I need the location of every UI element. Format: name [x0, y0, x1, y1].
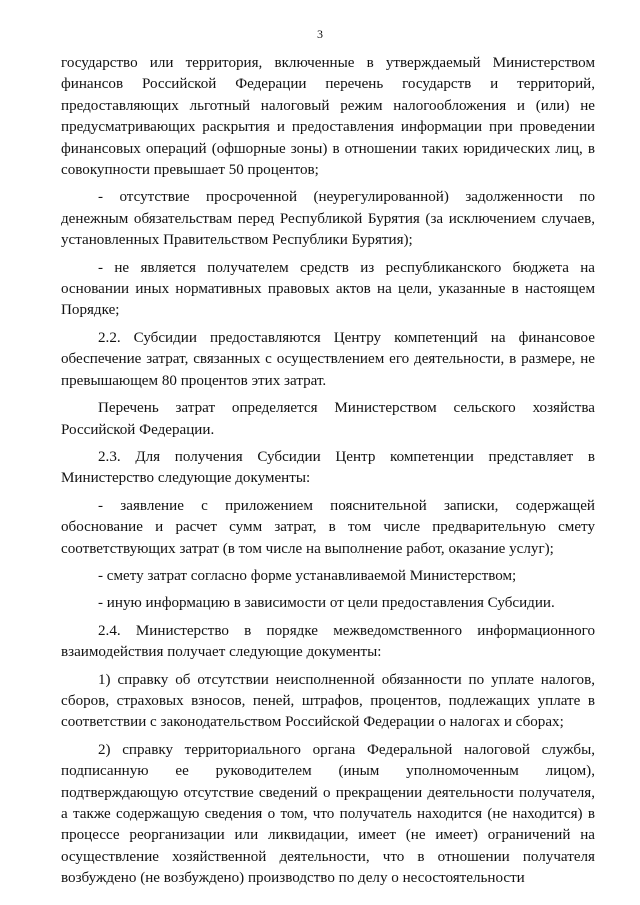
- paragraph-section-2-3: 2.3. Для получения Субсидии Центр компетенции представляет в Министерство следующие документы:: [61, 448, 595, 487]
- page-number: 3: [317, 27, 323, 41]
- paragraph-no-overdue-debt: - отсутствие просроченной (неурегулированной) задолженности по денежным обязательствам перед Республикой Бурятия (за исключением случаев, установленных Правительством Республики Бурятия);: [61, 189, 595, 249]
- paragraph-not-recipient: - не является получателем средств из республиканского бюджета на основании иных нормативных правовых актов на цели, указанные в настоящем Порядке;: [61, 259, 595, 319]
- paragraph-tax-certificate: 1) справку об отсутствии неисполненной обязанности по уплате налогов, сборов, страховых взносов, пеней, штрафов, процентов, подлежащих уплате в соответствии с законодательством Российской Федерации о налогах и сборах;: [61, 671, 595, 731]
- paragraph-cost-list: Перечень затрат определяется Министерством сельского хозяйства Российской Федерации.: [61, 400, 595, 438]
- paragraph-section-2-2: 2.2. Субсидии предоставляются Центру компетенций на финансовое обеспечение затрат, связанных с осуществлением его деятельности, в размере, не превышающем 80 процентов этих затрат.: [61, 329, 595, 389]
- paragraph-section-2-4: 2.4. Министерство в порядке межведомственного информационного взаимодействия получает следующие документы:: [61, 622, 595, 661]
- paragraph-other-info: - иную информацию в зависимости от цели предоставления Субсидии.: [98, 595, 555, 612]
- paragraph-fns-certificate: 2) справку территориального органа Федеральной налоговой службы, подписанную ее руководителем (иным уполномоченным лицом), подтверждающую отсутствие сведений о прекращении деятельности получателя, а также содержащую сведения о том, что получатель находится (не находится) в процессе реорганизации или ликвидации, имеет (не имеет) ограничений на осуществление хозяйственной деятельности, что в отношении получателя возбуждено (не возбуждено) производство по делу о несостоятельности: [61, 741, 595, 887]
- paragraph-cost-estimate: - смету затрат согласно форме устанавливаемой Министерством;: [98, 567, 517, 584]
- paragraph-offshore-share: государство или территория, включенные в утверждаемый Министерством финансов Российской Федерации перечень государств и территорий, предоставляющих льготный налоговый режим налогообложения и (или) не предусматривающих раскрытия и предоставления информации при проведении финансовых операций (офшорные зоны) в отношении таких юридических лиц, в совокупности превышает 50 процентов;: [61, 55, 595, 179]
- document-body: [61, 53, 595, 890]
- paragraph-application: - заявление с приложением пояснительной записки, содержащей обоснование и расчет сумм затрат, в том числе предварительную смету соответствующих затрат (в том числе на выполнение работ, оказание услуг);: [61, 497, 595, 557]
